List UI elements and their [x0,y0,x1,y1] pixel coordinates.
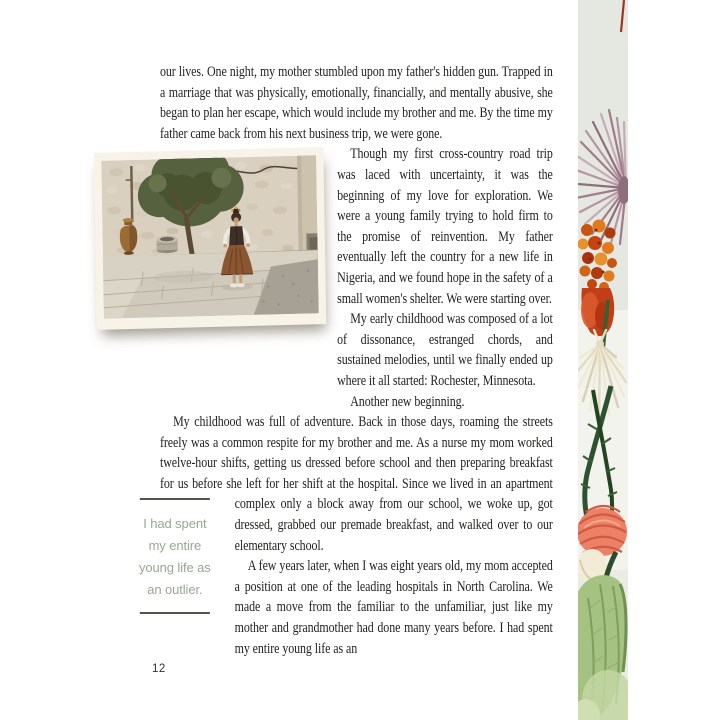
inline-photo [95,150,325,327]
drainpipe [131,166,132,222]
pull-quote-rule-top [140,498,210,500]
paragraph: Another new beginning. [350,393,465,410]
photo-frame [94,147,327,330]
stone-planter [157,236,178,254]
pull-quote-inner [138,498,212,614]
leafy-greens [578,575,628,720]
paragraph-text: our school, we woke up, got dressed, grabbed our premade breakfast, and walked over to our elementary school. [234,496,553,554]
pull-quote-rule-bottom [140,612,210,614]
pavement [103,251,319,319]
page-number: 12 [152,663,166,675]
courtyard-photo-illustration [101,156,319,319]
paragraph [139,412,553,598]
botanical-strip [578,0,628,720]
paragraph-text: Though my first cross-country road trip was laced with uncertainty, it was the beginning of my love for exploration. We were a young family trying to hold firm to the promise of reinvention. My father eventually left the country for a new life in Nigeria, and we found hope in the safety of a small women's shelter. We were starting over. [337,146,553,307]
pull-quote-line: an outlier. [147,582,203,598]
paragraph [160,144,553,309]
pull-quote [138,498,212,670]
paragraph: our lives. One night, my mother stumbled upon my father's hidden gun. Trapped in a marriage that was physically, emotionally, financially, and mentally abusive, she began to plan her escape, which would include my brother and me. By the time my father came back from his next business trip, we were gone. [160,64,553,142]
paragraph-text: My childhood was full of adventure. Back in those days, roaming the streets freely was a common respite for my brother and me. As a nurse my mom worked twelve-hour shifts, getting us dressed before school and then preparing breakfast for us before she left for her shift at the hospital. Since we lived in an apartment complex only a block away from [160,414,553,513]
pull-quote-line: I had spent [143,516,207,532]
pull-quote-line: young life as [139,560,211,576]
paragraph: A few years later, when I was eight years old, my mom accepted a position at one of the leading hospitals in North Carolina. We made a move from the familiar to the unfamiliar, just like my mother and grandmother had done many years before. I had spent my entire young life as an [234,558,553,657]
paragraph: My early childhood was composed of a lot of dissonance, estranged chords, and sustained melodies, until we finally ended up where it all started: Rochester, Minnesota. [337,311,553,389]
pull-quote-line: my entire [148,538,202,554]
botanical-illustration [578,0,628,720]
